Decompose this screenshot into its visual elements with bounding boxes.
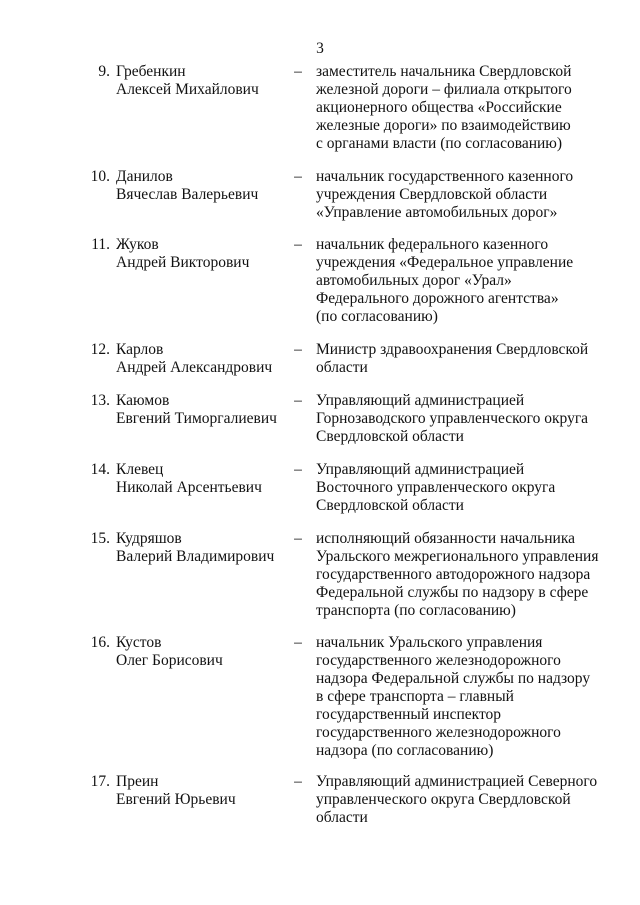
dash-separator: – — [294, 63, 302, 80]
given-name: Вячеслав Валерьевич — [116, 186, 259, 203]
given-name: Евгений Тиморгалиевич — [116, 410, 277, 427]
role-line: управленческого округа Свердловской — [316, 791, 571, 808]
role-line: области — [316, 359, 368, 376]
dash-separator: – — [294, 461, 302, 478]
surname: Каюмов — [116, 392, 170, 409]
surname: Гребенкин — [116, 63, 186, 80]
role-line: надзора (по согласованию) — [316, 742, 494, 759]
person-name — [116, 461, 286, 497]
role-line: Федеральной службы по надзору в сфере — [316, 584, 589, 601]
position-description — [316, 236, 616, 326]
entry-number: 17. — [90, 773, 110, 790]
role-line: начальник федерального казенного — [316, 236, 549, 253]
role-line: (по согласованию) — [316, 308, 438, 325]
entry-number: 14. — [90, 461, 110, 478]
given-name: Николай Арсентьевич — [116, 479, 262, 496]
role-line: заместитель начальника Свердловской — [316, 63, 572, 80]
role-line: Управляющий администрацией — [316, 392, 525, 409]
role-line: транспорта (по согласованию) — [316, 602, 516, 619]
position-description — [316, 63, 616, 153]
person-name — [116, 530, 286, 566]
entry-number: 12. — [90, 341, 110, 358]
surname: Клевец — [116, 461, 164, 478]
surname: Преин — [116, 773, 159, 790]
dash-separator: – — [294, 392, 302, 409]
dash-separator: – — [294, 530, 302, 547]
surname: Карлов — [116, 341, 164, 358]
given-name: Олег Борисович — [116, 652, 223, 669]
role-line: Федерального дорожного агентства» — [316, 290, 559, 307]
given-name: Андрей Викторович — [116, 254, 250, 271]
role-line: Уральского межрегионального управления — [316, 548, 599, 565]
position-description — [316, 461, 616, 515]
role-line: акционерного общества «Российские — [316, 99, 562, 116]
entry-number: 10. — [90, 168, 110, 185]
surname: Данилов — [116, 168, 173, 185]
person-name — [116, 341, 286, 377]
role-line: начальник Уральского управления — [316, 634, 543, 651]
dash-separator: – — [294, 634, 302, 651]
dash-separator: – — [294, 773, 302, 790]
role-line: автомобильных дорог «Урал» — [316, 272, 512, 289]
dash-separator: – — [294, 236, 302, 253]
role-line: «Управление автомобильных дорог» — [316, 204, 558, 221]
role-line: Министр здравоохранения Свердловской — [316, 341, 589, 358]
surname: Жуков — [116, 236, 159, 253]
role-line: Горнозаводского управленческого округа — [316, 410, 589, 427]
entry-number: 15. — [90, 530, 110, 547]
role-line: Свердловской области — [316, 428, 464, 445]
role-line: в сфере транспорта – главный — [316, 688, 514, 705]
position-description — [316, 634, 616, 760]
person-name — [116, 634, 286, 670]
role-line: государственный инспектор — [316, 706, 502, 723]
role-line: с органами власти (по согласованию) — [316, 135, 563, 152]
entry-number: 16. — [90, 634, 110, 651]
role-line: учреждения Свердловской области — [316, 186, 548, 203]
role-line: государственного железнодорожного — [316, 724, 561, 741]
role-line: области — [316, 809, 368, 826]
role-line: учреждения «Федеральное управление — [316, 254, 574, 271]
entry-number: 11. — [91, 236, 110, 253]
entry-number: 9. — [98, 63, 110, 80]
role-line: Управляющий администрацией Северного — [316, 773, 598, 790]
person-name — [116, 168, 286, 204]
role-line: государственного автодорожного надзора — [316, 566, 591, 583]
given-name: Алексей Михайлович — [116, 81, 259, 98]
role-line: Восточного управленческого округа — [316, 479, 556, 496]
role-line: Управляющий администрацией — [316, 461, 525, 478]
entry-number: 13. — [90, 392, 110, 409]
person-name — [116, 63, 286, 99]
role-line: Свердловской области — [316, 497, 464, 514]
given-name: Валерий Владимирович — [116, 548, 275, 565]
position-description — [316, 392, 616, 446]
role-line: исполняющий обязанности начальника — [316, 530, 576, 547]
role-line: государственного железнодорожного — [316, 652, 561, 669]
position-description — [316, 341, 616, 377]
position-description — [316, 773, 616, 827]
person-name — [116, 773, 286, 809]
page-number: 3 — [316, 40, 324, 57]
role-line: железные дороги» по взаимодействию — [316, 117, 571, 134]
given-name: Евгений Юрьевич — [116, 791, 236, 808]
position-description — [316, 168, 616, 222]
given-name: Андрей Александрович — [116, 359, 273, 376]
dash-separator: – — [294, 341, 302, 358]
surname: Кудряшов — [116, 530, 182, 547]
surname: Кустов — [116, 634, 162, 651]
person-name — [116, 392, 286, 428]
role-line: начальник государственного казенного — [316, 168, 574, 185]
role-line: железной дороги – филиала открытого — [316, 81, 572, 98]
position-description — [316, 530, 616, 620]
dash-separator: – — [294, 168, 302, 185]
person-name — [116, 236, 286, 272]
role-line: надзора Федеральной службы по надзору — [316, 670, 591, 687]
